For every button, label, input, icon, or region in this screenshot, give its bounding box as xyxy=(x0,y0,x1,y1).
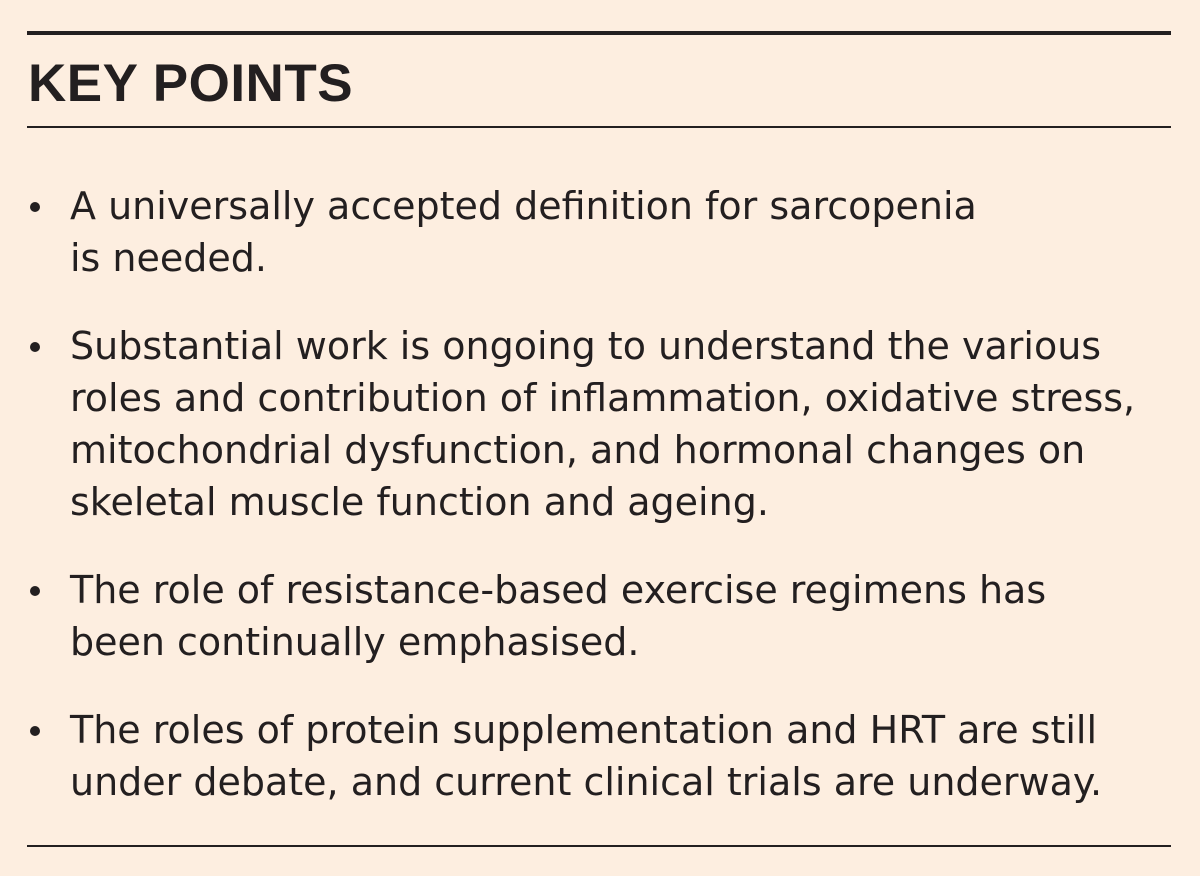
key-point-line: The role of resistance-based exercise regimens has xyxy=(70,568,1047,612)
top-rule xyxy=(27,31,1171,35)
key-point-line: is needed. xyxy=(70,236,267,280)
key-points-title: KEY POINTS xyxy=(28,54,354,113)
key-point-line: skeletal muscle function and ageing. xyxy=(70,480,769,524)
key-point-item xyxy=(30,180,1150,284)
key-point-item xyxy=(30,564,1150,668)
bullet-icon xyxy=(30,586,40,596)
key-point-line: A universally accepted definition for sarcopenia xyxy=(70,184,977,228)
key-point-item xyxy=(30,704,1150,808)
key-point-line: The roles of protein supplementation and HRT are still xyxy=(70,708,1098,752)
title-divider xyxy=(27,126,1171,128)
key-point-line: under debate, and current clinical trials are underway. xyxy=(70,760,1103,804)
bottom-rule xyxy=(27,845,1171,847)
key-point-line: been continually emphasised. xyxy=(70,620,640,664)
key-point-line: roles and contribution of inflammation, oxidative stress, xyxy=(70,376,1136,420)
key-point-item xyxy=(30,320,1150,528)
key-point-line: Substantial work is ongoing to understand the various xyxy=(70,324,1102,368)
bullet-icon xyxy=(30,342,40,352)
bullet-icon xyxy=(30,726,40,736)
key-points-list xyxy=(30,180,1150,808)
bullet-icon xyxy=(30,202,40,212)
key-point-line: mitochondrial dysfunction, and hormonal changes on xyxy=(70,428,1086,472)
